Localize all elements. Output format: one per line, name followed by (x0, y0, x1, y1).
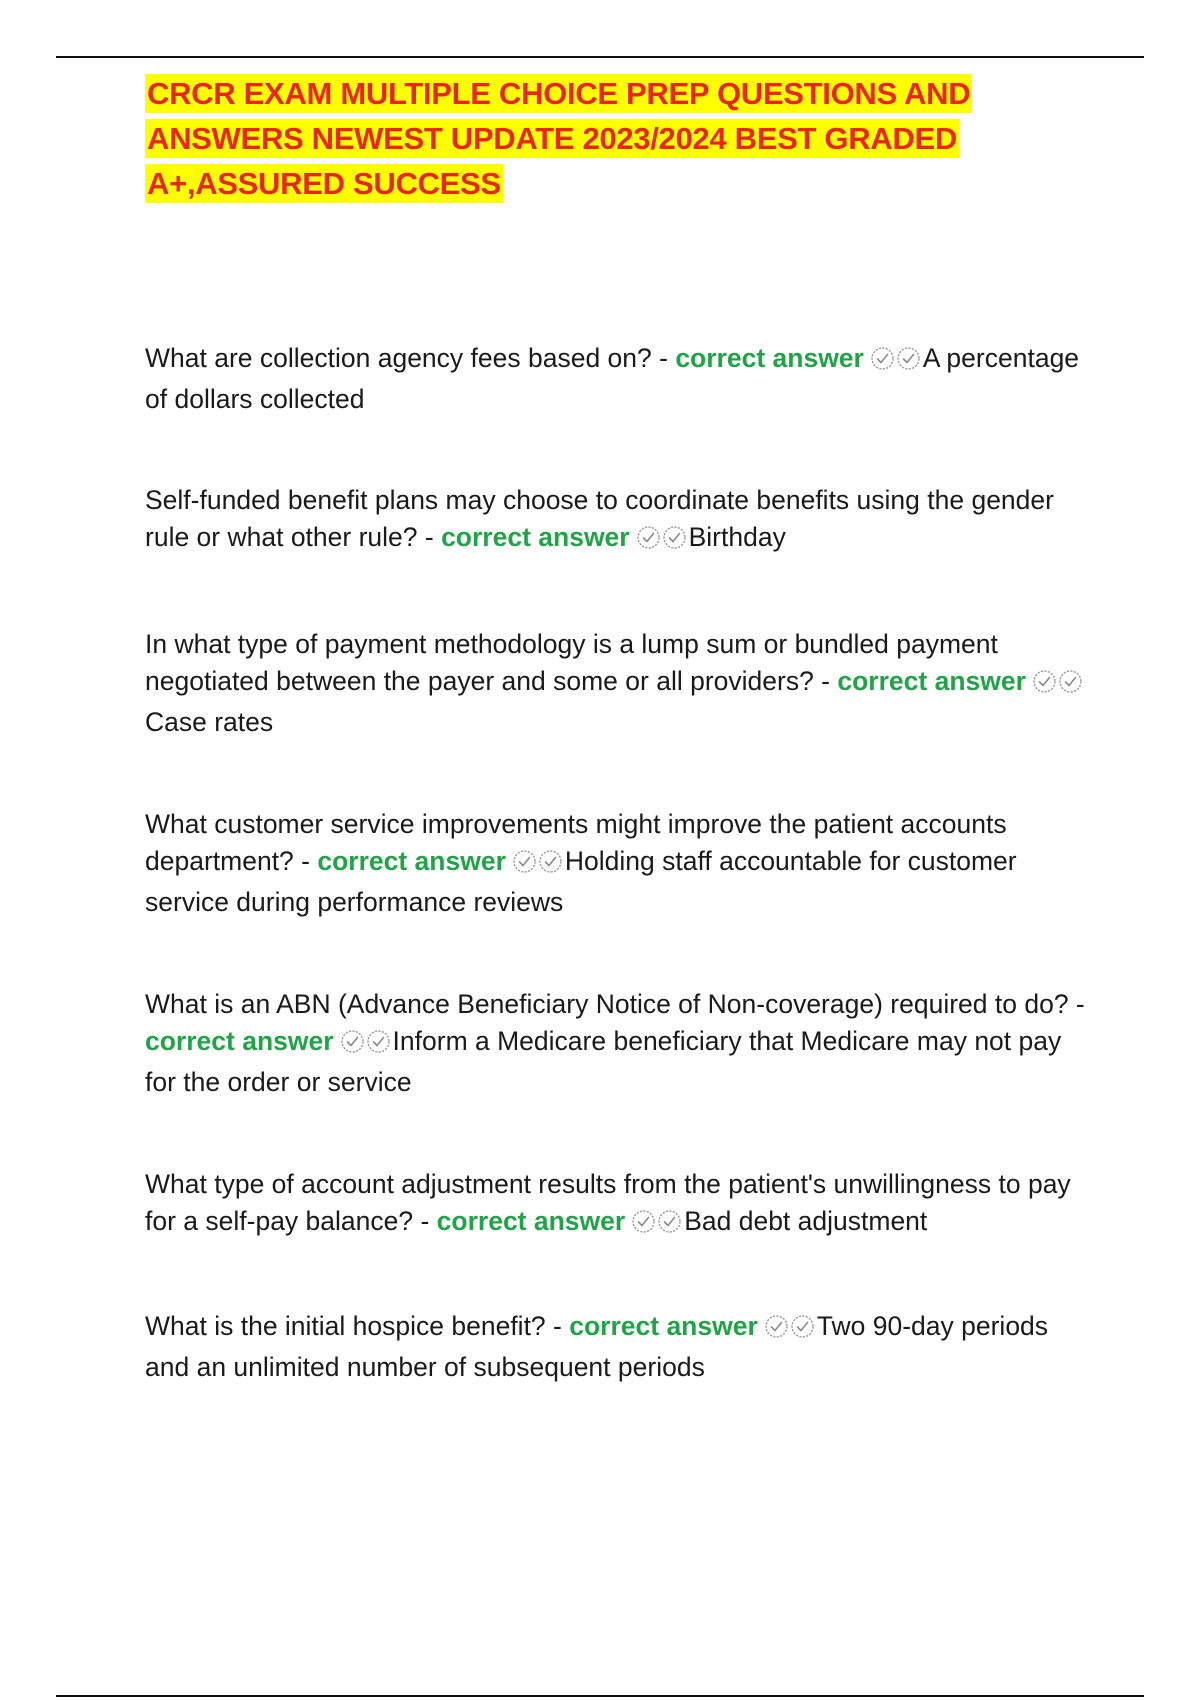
checkmark-circle-icon (538, 849, 563, 874)
question-text: What is the initial hospice benefit? - (145, 1311, 570, 1341)
answer-text: Case rates (145, 707, 274, 737)
checkmark-circle-icon (1032, 669, 1057, 694)
answer-text: Inform a Medicare beneficiary that Medicare may not pay for the order or service (145, 1026, 1062, 1097)
answer-text: Birthday (688, 522, 786, 552)
question-text: Self-funded benefit plans may choose to coordinate benefits using the gender rule or what other rule? - (145, 485, 1054, 552)
question-text: What are collection agency fees based on? - (145, 343, 676, 373)
title-line-3: A+,ASSURED SUCCESS (147, 166, 501, 201)
qa-item (145, 806, 1095, 921)
checkmark-circle-icon (340, 1029, 365, 1054)
checkmark-circle-icon (631, 1209, 656, 1234)
question-text: What is an ABN (Advance Beneficiary Notice of Non-coverage) required to do? - (145, 989, 1085, 1019)
check-icons (870, 344, 922, 381)
answer-text: Two 90-day periods and an unlimited number of subsequent periods (145, 1311, 1049, 1382)
checkmark-circle-icon (764, 1314, 789, 1339)
qa-item (145, 340, 1095, 418)
check-icons (631, 1207, 683, 1244)
answer-text: Holding staff accountable for customer service during performance reviews (145, 846, 1017, 917)
check-icons (512, 847, 564, 884)
answer-label: correct answer (145, 1026, 334, 1056)
checkmark-circle-icon (657, 1209, 682, 1234)
checkmark-circle-icon (790, 1314, 815, 1339)
document-title (145, 71, 985, 206)
qa-item (145, 1308, 1095, 1386)
answer-label: correct answer (569, 1311, 758, 1341)
title-line-1: CRCR EXAM MULTIPLE CHOICE PREP QUESTIONS AND (147, 76, 971, 111)
checkmark-circle-icon (1058, 669, 1083, 694)
check-icons (636, 523, 688, 560)
answer-label: correct answer (436, 1206, 626, 1236)
answer-text: A percentage of dollars collected (145, 343, 1080, 414)
question-text: What customer service improvements might improve the patient accounts department? - (145, 809, 1007, 876)
answer-label: correct answer (675, 343, 864, 373)
checkmark-circle-icon (366, 1029, 391, 1054)
checkmark-circle-icon (870, 346, 895, 371)
title-line-2: ANSWERS NEWEST UPDATE 2023/2024 BEST GRADED (147, 121, 957, 156)
qa-item (145, 1166, 1095, 1244)
question-text: What type of account adjustment results from the patient's unwillingness to pay for a self-pay balance? - (145, 1169, 1071, 1236)
qa-item (145, 626, 1095, 741)
answer-label: correct answer (317, 846, 506, 876)
answer-label: correct answer (441, 522, 630, 552)
check-icons (1032, 667, 1084, 704)
top-divider (56, 56, 1144, 58)
qa-item (145, 986, 1095, 1101)
checkmark-circle-icon (636, 525, 661, 550)
checkmark-circle-icon (662, 525, 687, 550)
qa-item (145, 482, 1095, 560)
check-icons (764, 1312, 816, 1349)
bottom-divider (56, 1695, 1144, 1697)
checkmark-circle-icon (896, 346, 921, 371)
question-text: In what type of payment methodology is a lump sum or bundled payment negotiated between the payer and some or all providers? - (145, 629, 998, 696)
answer-label: correct answer (837, 666, 1026, 696)
check-icons (340, 1027, 392, 1064)
checkmark-circle-icon (512, 849, 537, 874)
answer-text: Bad debt adjustment (684, 1206, 928, 1236)
